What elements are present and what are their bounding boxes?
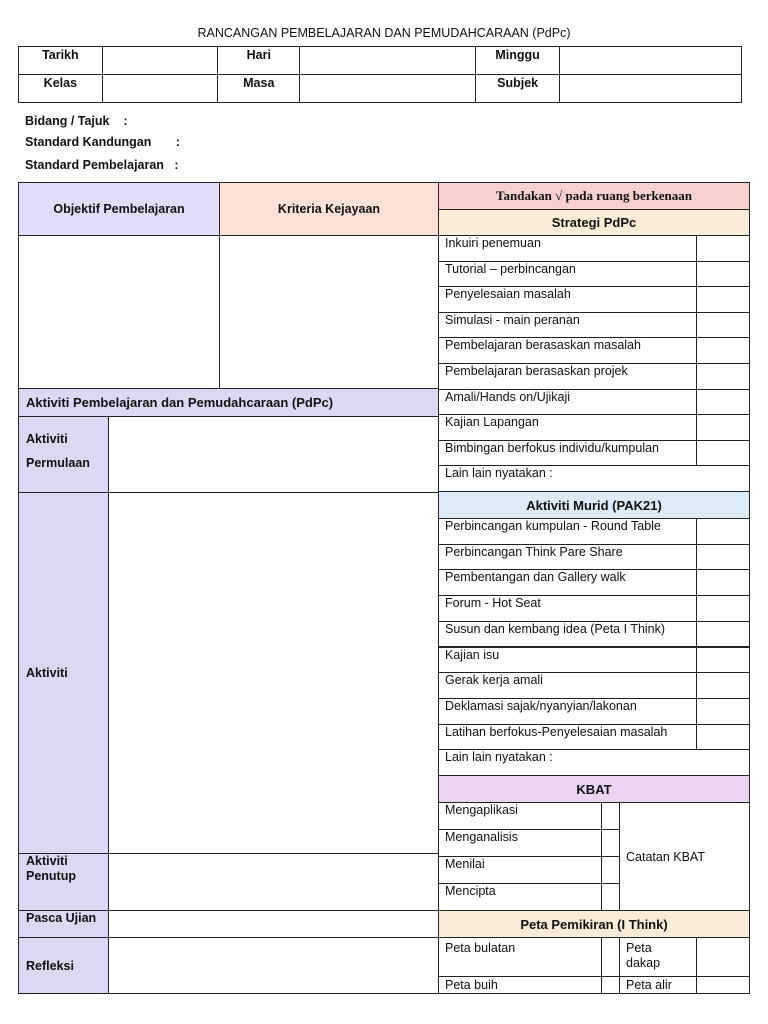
strategi-item: Penyelesaian masalah [438,286,697,313]
murid-item: Gerak kerja amali [438,672,697,699]
peta-pemikiran-header: Peta Pemikiran (I Think) [438,910,750,938]
strategi-item: Inkuiri penemuan [438,235,697,262]
murid-item: Perbincangan kumpulan - Round Table [438,518,697,545]
strategi-checkbox[interactable] [696,261,750,288]
kbat-checkbox[interactable] [601,802,620,830]
strategi-item: Lain lain nyatakan : [438,465,750,492]
murid-checkbox[interactable] [696,698,750,725]
kriteria-header: Kriteria Kejayaan [219,182,439,236]
objektif-content[interactable] [18,235,220,389]
murid-checkbox[interactable] [696,724,750,751]
murid-item: Susun dan kembang idea (Peta I Think) [438,621,697,648]
strategi-item: Amali/Hands on/Ujikaji [438,389,697,416]
murid-checkbox[interactable] [696,672,750,699]
catatan-kbat[interactable]: Catatan KBAT [619,802,750,911]
pasca-ujian-label: Pasca Ujian [18,910,109,938]
permulaan-line1: Aktiviti [26,432,68,446]
strategi-item: Pembelajaran berasaskan masalah [438,337,697,364]
kbat-item: Menganalisis [438,829,602,857]
penutup-line2: Penutup [26,869,76,883]
masa-label: Masa [218,75,300,103]
tandakan-header: Tandakan √ pada ruang berkenaan [438,182,750,210]
strategi-checkbox[interactable] [696,286,750,313]
strategi-checkbox[interactable] [696,337,750,364]
standard-kandungan-field: Standard Kandungan : [25,135,180,149]
aktiviti-pdpc-header: Aktiviti Pembelajaran dan Pemudahcaraan (PdPc) [18,388,439,417]
strategi-checkbox[interactable] [696,414,750,441]
murid-item: Kajian isu [438,647,697,674]
tarikh-label: Tarikh [19,47,103,75]
strategi-item: Kajian Lapangan [438,414,697,441]
strategi-checkbox[interactable] [696,235,750,262]
strategi-checkbox[interactable] [696,440,750,467]
subjek-label: Subjek [476,75,560,103]
kbat-header: KBAT [438,775,750,803]
peta-buih-checkbox[interactable] [601,976,620,994]
aktiviti-content[interactable] [108,492,439,854]
bidang-field: Bidang / Tajuk : [25,114,128,128]
minggu-value[interactable] [560,47,742,75]
peta-alir-checkbox[interactable] [696,976,750,994]
kbat-item: Mengaplikasi [438,802,602,830]
peta-buih-label: Peta buih [438,976,602,994]
kelas-value[interactable] [102,75,218,103]
aktiviti-label: Aktiviti [18,492,109,854]
strategi-checkbox[interactable] [696,389,750,416]
kelas-label: Kelas [19,75,103,103]
peta-bulatan-label: Peta bulatan [438,937,602,977]
peta-alir-label: Peta alir [619,976,697,994]
murid-item: Forum - Hot Seat [438,595,697,622]
aktiviti-permulaan-content[interactable] [108,416,439,493]
murid-item: Lain lain nyatakan : [438,749,750,776]
permulaan-line2: Permulaan [26,456,90,470]
aktiviti-permulaan-label [18,416,109,493]
murid-checkbox[interactable] [696,518,750,545]
header-table [18,46,742,103]
aktiviti-penutup-label [18,853,109,911]
strategi-checkbox[interactable] [696,363,750,390]
murid-item: Perbincangan Think Pare Share [438,544,697,571]
document-title: RANCANGAN PEMBELAJARAN DAN PEMUDAHCARAAN (PdPc) [197,26,571,40]
objektif-header: Objektif Pembelajaran [18,182,220,236]
strategi-checkbox[interactable] [696,312,750,339]
peta-bulatan-checkbox[interactable] [601,937,620,977]
aktiviti-penutup-content[interactable] [108,853,439,911]
pasca-ujian-content[interactable] [108,910,439,938]
murid-checkbox[interactable] [696,544,750,571]
subjek-value[interactable] [560,75,742,103]
tarikh-value[interactable] [102,47,218,75]
murid-checkbox[interactable] [696,595,750,622]
kbat-checkbox[interactable] [601,856,620,884]
peta-dakap-label: Peta dakap [619,937,697,977]
hari-value[interactable] [300,47,476,75]
murid-checkbox[interactable] [696,647,750,674]
masa-value[interactable] [300,75,476,103]
strategi-item: Pembelajaran berasaskan projek [438,363,697,390]
murid-item: Deklamasi sajak/nyanyian/lakonan [438,698,697,725]
kbat-item: Menilai [438,856,602,884]
standard-pembelajaran-field: Standard Pembelajaran : [25,158,179,172]
strategi-item: Bimbingan berfokus individu/kumpulan [438,440,697,467]
strategi-item: Simulasi - main peranan [438,312,697,339]
murid-checkbox[interactable] [696,569,750,596]
kbat-item: Mencipta [438,883,602,911]
refleksi-content[interactable] [108,937,439,994]
penutup-line1: Aktiviti [26,854,68,868]
kriteria-content[interactable] [219,235,439,389]
murid-checkbox[interactable] [696,621,750,648]
murid-item: Latihan berfokus-Penyelesaian masalah [438,724,697,751]
strategi-header: Strategi PdPc [438,209,750,236]
kbat-checkbox[interactable] [601,883,620,911]
refleksi-label: Refleksi [18,937,109,994]
aktiviti-murid-header: Aktiviti Murid (PAK21) [438,491,750,519]
peta-dakap-checkbox[interactable] [696,937,750,977]
strategi-item: Tutorial – perbincangan [438,261,697,288]
kbat-checkbox[interactable] [601,829,620,857]
minggu-label: Minggu [476,47,560,75]
hari-label: Hari [218,47,300,75]
murid-item: Pembentangan dan Gallery walk [438,569,697,596]
